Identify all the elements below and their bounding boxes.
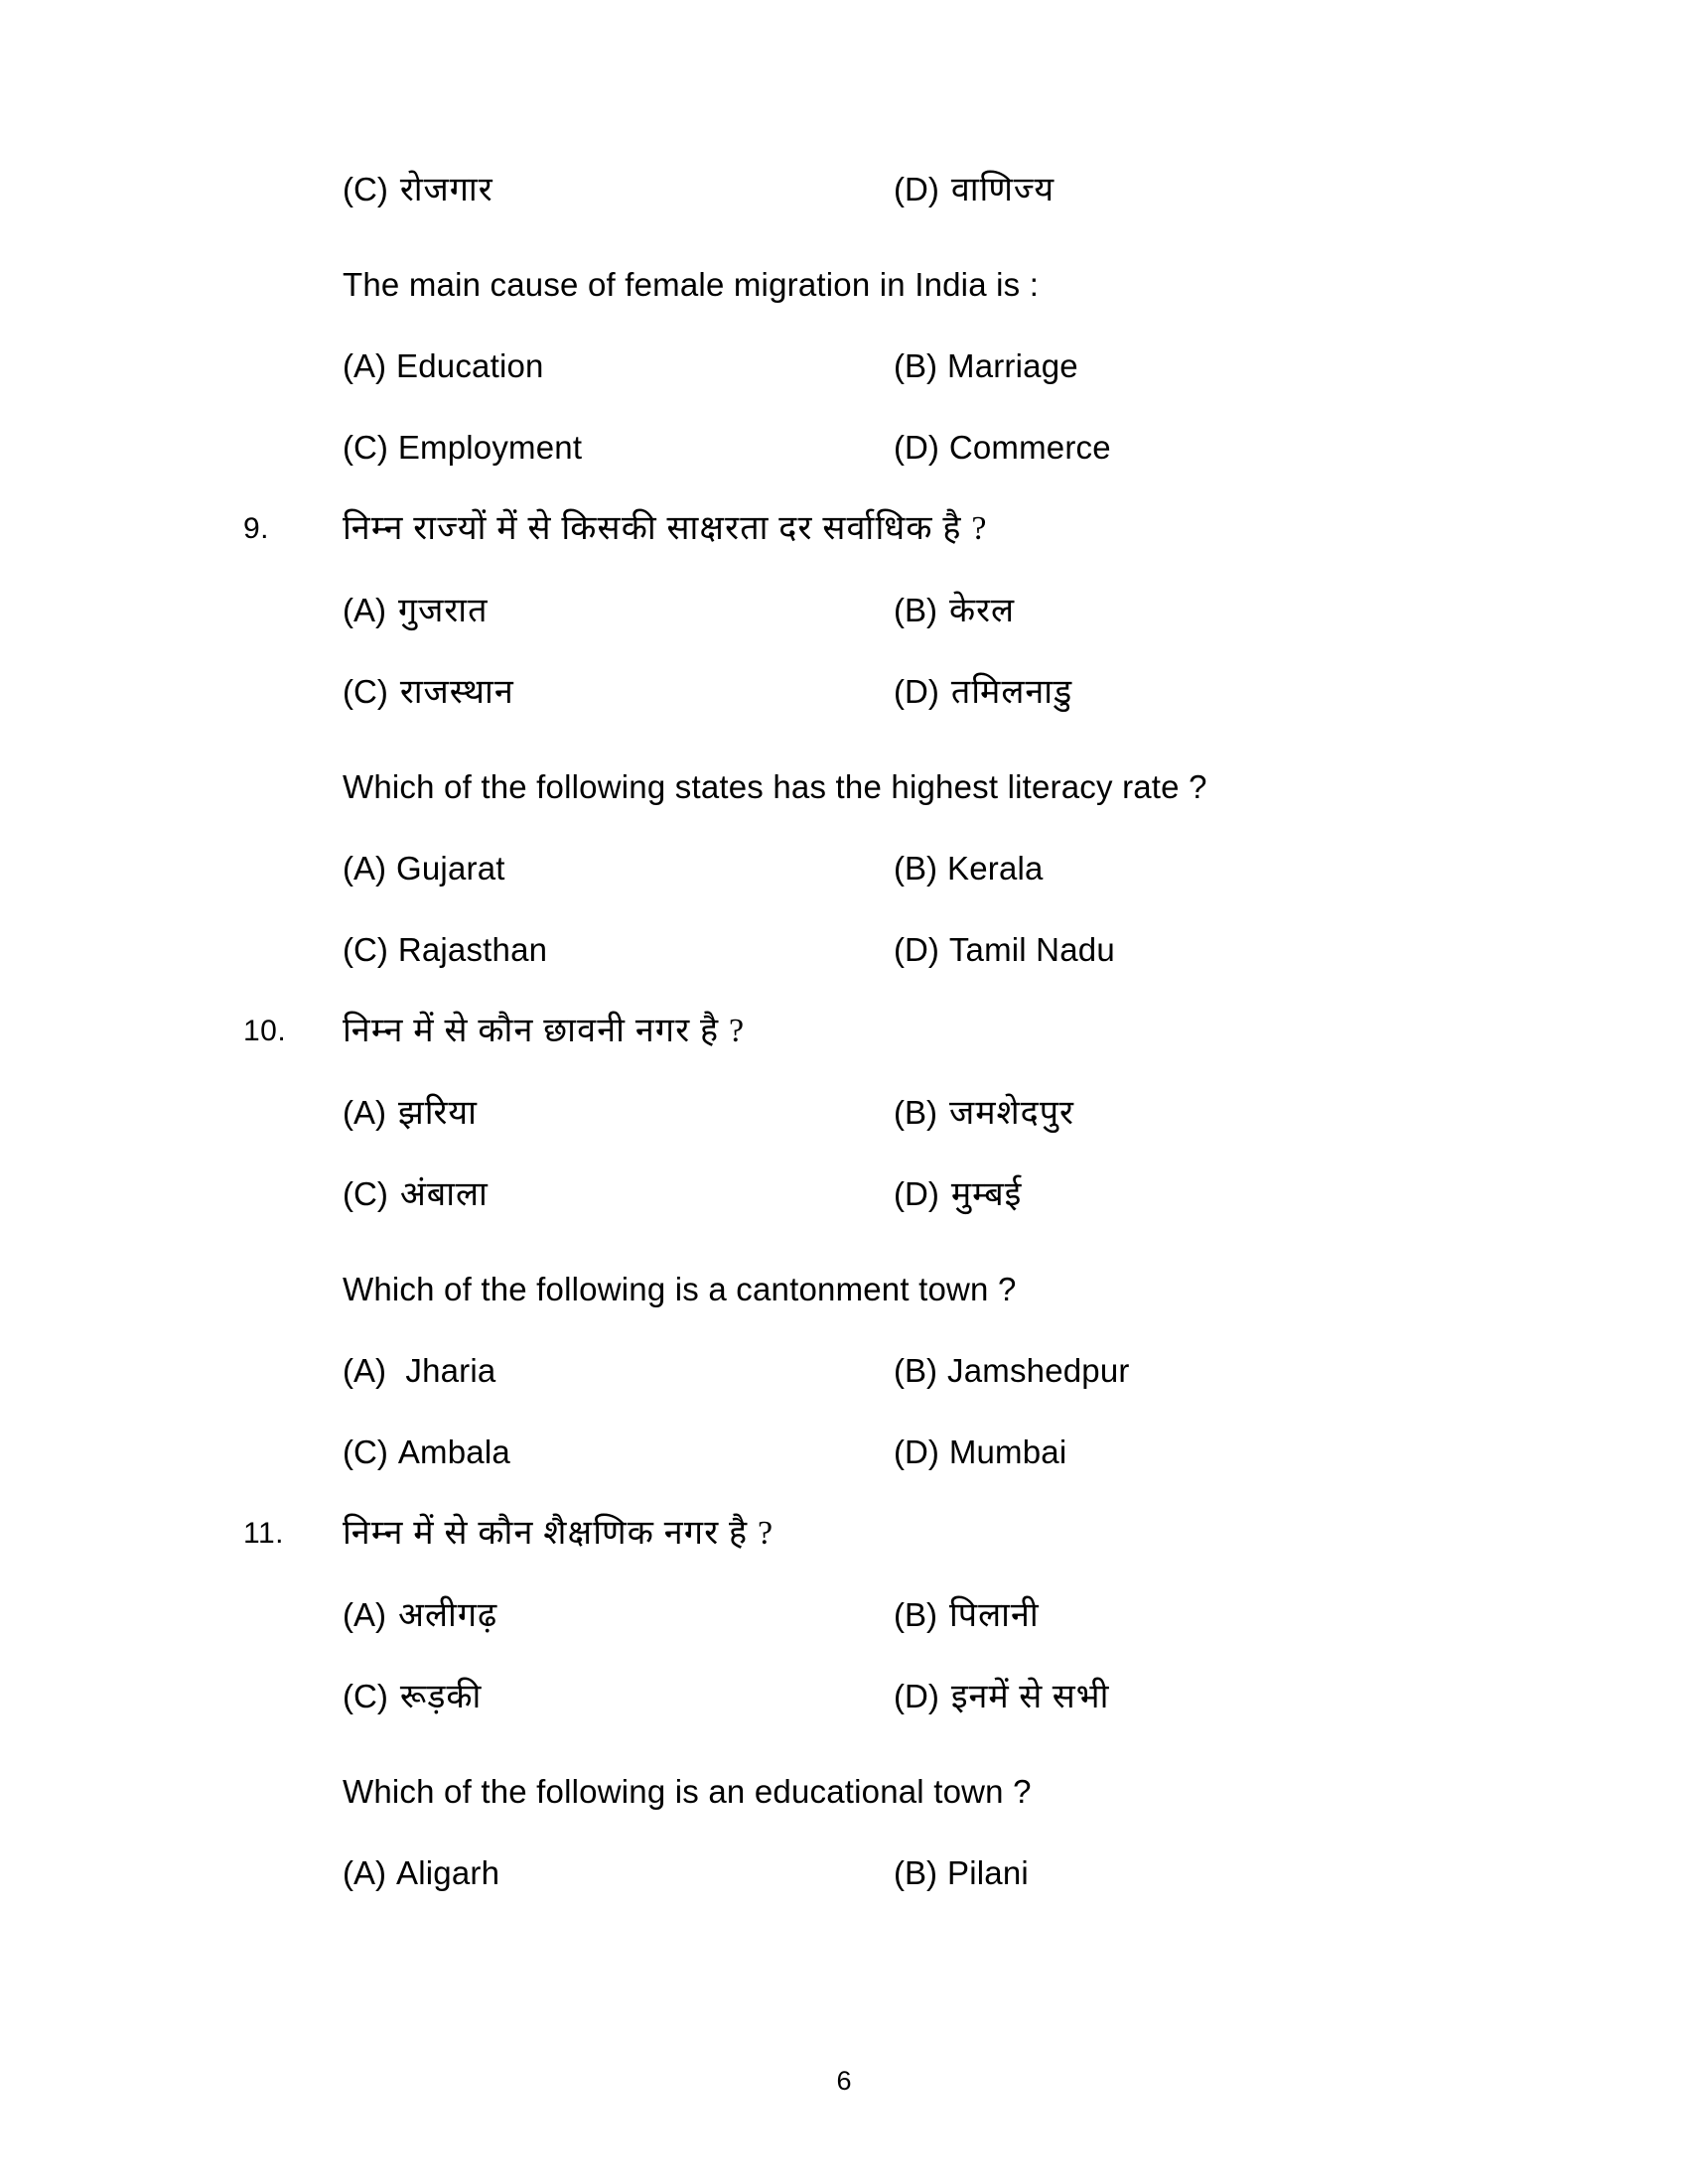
option-marker: (B) — [894, 1094, 937, 1131]
option-marker: (B) — [894, 1854, 937, 1891]
option-text: Education — [396, 347, 544, 384]
option-c[interactable] — [343, 1412, 510, 1493]
option-marker: (B) — [894, 850, 937, 887]
option-row — [0, 1412, 1688, 1493]
option-row — [0, 909, 1688, 991]
option-marker: (A) — [343, 1352, 386, 1389]
option-text: वाणिज्य — [950, 172, 1055, 208]
option-marker: (A) — [343, 592, 386, 628]
option-b[interactable] — [894, 1833, 1029, 1914]
option-marker: (C) — [343, 1175, 388, 1212]
option-text: Kerala — [947, 850, 1044, 887]
option-text: Commerce — [948, 429, 1111, 466]
option-b[interactable] — [894, 1574, 1040, 1657]
option-marker: (D) — [894, 1175, 939, 1212]
option-marker: (C) — [343, 429, 388, 466]
question-text-row-english — [0, 1751, 1688, 1833]
option-a[interactable] — [343, 326, 544, 407]
option-marker: (C) — [343, 1433, 388, 1470]
option-c[interactable] — [343, 909, 547, 991]
option-text: मुम्बई — [950, 1176, 1023, 1213]
question-text-english: Which of the following is a cantonment town ? — [343, 1271, 1017, 1307]
option-b[interactable] — [894, 570, 1015, 652]
option-d[interactable] — [894, 149, 1055, 231]
option-text: गुजरात — [398, 593, 489, 629]
option-row — [0, 828, 1688, 909]
option-marker: (A) — [343, 1596, 386, 1633]
option-text: Gujarat — [396, 850, 505, 887]
option-d[interactable] — [894, 1656, 1109, 1738]
option-text: पिलानी — [949, 1597, 1040, 1634]
option-marker: (D) — [894, 171, 939, 207]
option-a[interactable] — [343, 1574, 497, 1657]
option-text: तमिलनाडु — [950, 674, 1073, 711]
option-row — [0, 326, 1688, 407]
option-d[interactable] — [894, 651, 1072, 734]
question-text-hindi: निम्न में से कौन शैक्षणिक नगर है ? — [343, 1515, 774, 1552]
option-marker: (B) — [894, 1596, 937, 1633]
option-text: Ambala — [397, 1433, 510, 1470]
option-marker: (D) — [894, 1678, 939, 1714]
option-text: Employment — [397, 429, 583, 466]
option-text: इनमें से सभी — [950, 1679, 1110, 1715]
page-footer — [0, 2066, 1688, 2097]
spacer — [0, 230, 1688, 244]
option-a[interactable] — [343, 1330, 495, 1412]
page-number: 6 — [836, 2066, 852, 2096]
option-d[interactable] — [894, 1412, 1066, 1493]
option-text: केरल — [949, 593, 1016, 629]
option-d[interactable] — [894, 1154, 1022, 1236]
option-d[interactable] — [894, 909, 1115, 991]
option-marker: (A) — [343, 1854, 386, 1891]
option-a[interactable] — [343, 828, 505, 909]
option-row — [0, 1154, 1688, 1235]
question-text-english: Which of the following states has the highest literacy rate ? — [343, 768, 1207, 805]
option-row — [0, 1656, 1688, 1737]
question-number: 11. — [243, 1517, 284, 1550]
question-block-q10 — [0, 991, 1688, 1493]
question-text-hindi: निम्न में से कौन छावनी नगर है ? — [343, 1013, 746, 1049]
option-c[interactable] — [343, 407, 582, 488]
option-a[interactable] — [343, 1072, 478, 1155]
option-row — [0, 1330, 1688, 1412]
option-marker: (D) — [894, 429, 939, 466]
option-text: जमशेदपुर — [949, 1095, 1074, 1132]
question-block-q9 — [0, 488, 1688, 991]
option-b[interactable] — [894, 1072, 1074, 1155]
option-marker: (C) — [343, 1678, 388, 1714]
option-text: अंबाला — [399, 1176, 489, 1213]
option-text: झरिया — [398, 1095, 478, 1132]
option-marker: (B) — [894, 592, 937, 628]
option-marker: (A) — [343, 347, 386, 384]
option-a[interactable] — [343, 1833, 499, 1914]
option-text: Jharia — [396, 1352, 496, 1389]
option-text: Tamil Nadu — [948, 931, 1115, 968]
option-text: राजस्थान — [399, 674, 514, 711]
question-text-row-english — [0, 747, 1688, 828]
option-marker: (D) — [894, 673, 939, 710]
option-text: रोजगार — [399, 172, 493, 208]
option-b[interactable] — [894, 1330, 1130, 1412]
option-row — [0, 570, 1688, 651]
question-text-row-hindi — [0, 1493, 1688, 1574]
question-block-q11 — [0, 1493, 1688, 1914]
option-text: Aligarh — [396, 1854, 500, 1891]
spacer — [0, 733, 1688, 747]
option-c[interactable] — [343, 149, 493, 231]
option-c[interactable] — [343, 651, 514, 734]
question-text-row-hindi — [0, 991, 1688, 1072]
option-d[interactable] — [894, 407, 1111, 488]
option-c[interactable] — [343, 1154, 489, 1236]
option-text: अलीगढ़ — [398, 1597, 498, 1634]
option-text: रूड़की — [399, 1679, 483, 1715]
option-marker: (C) — [343, 171, 388, 207]
question-text-row-english — [0, 1249, 1688, 1330]
option-marker: (A) — [343, 1094, 386, 1131]
option-marker: (D) — [894, 1433, 939, 1470]
question-text-row-hindi — [0, 488, 1688, 570]
option-row — [0, 1072, 1688, 1154]
spacer — [0, 1737, 1688, 1751]
option-b[interactable] — [894, 828, 1044, 909]
question-text-english: The main cause of female migration in India is : — [343, 266, 1040, 303]
question-number: 9. — [243, 512, 270, 545]
option-row — [0, 149, 1688, 230]
option-marker: (A) — [343, 850, 386, 887]
option-marker: (C) — [343, 931, 388, 968]
option-text: Marriage — [947, 347, 1078, 384]
question-text-hindi: निम्न राज्यों में से किसकी साक्षरता दर सर्वाधिक है ? — [343, 510, 988, 547]
option-marker: (C) — [343, 673, 388, 710]
option-b[interactable] — [894, 326, 1078, 407]
question-block-q8-tail — [0, 149, 1688, 488]
spacer — [0, 1235, 1688, 1249]
option-text: Pilani — [947, 1854, 1029, 1891]
option-row — [0, 1833, 1688, 1914]
option-marker: (B) — [894, 1352, 937, 1389]
option-c[interactable] — [343, 1656, 482, 1738]
option-marker: (D) — [894, 931, 939, 968]
option-row — [0, 407, 1688, 488]
option-text: Jamshedpur — [947, 1352, 1130, 1389]
question-number: 10. — [243, 1015, 287, 1047]
option-row — [0, 651, 1688, 733]
question-text-english: Which of the following is an educational town ? — [343, 1773, 1032, 1810]
question-text-row-english — [0, 244, 1688, 326]
option-a[interactable] — [343, 570, 488, 652]
option-marker: (B) — [894, 347, 937, 384]
option-row — [0, 1574, 1688, 1656]
option-text: Rajasthan — [397, 931, 548, 968]
option-text: Mumbai — [948, 1433, 1067, 1470]
